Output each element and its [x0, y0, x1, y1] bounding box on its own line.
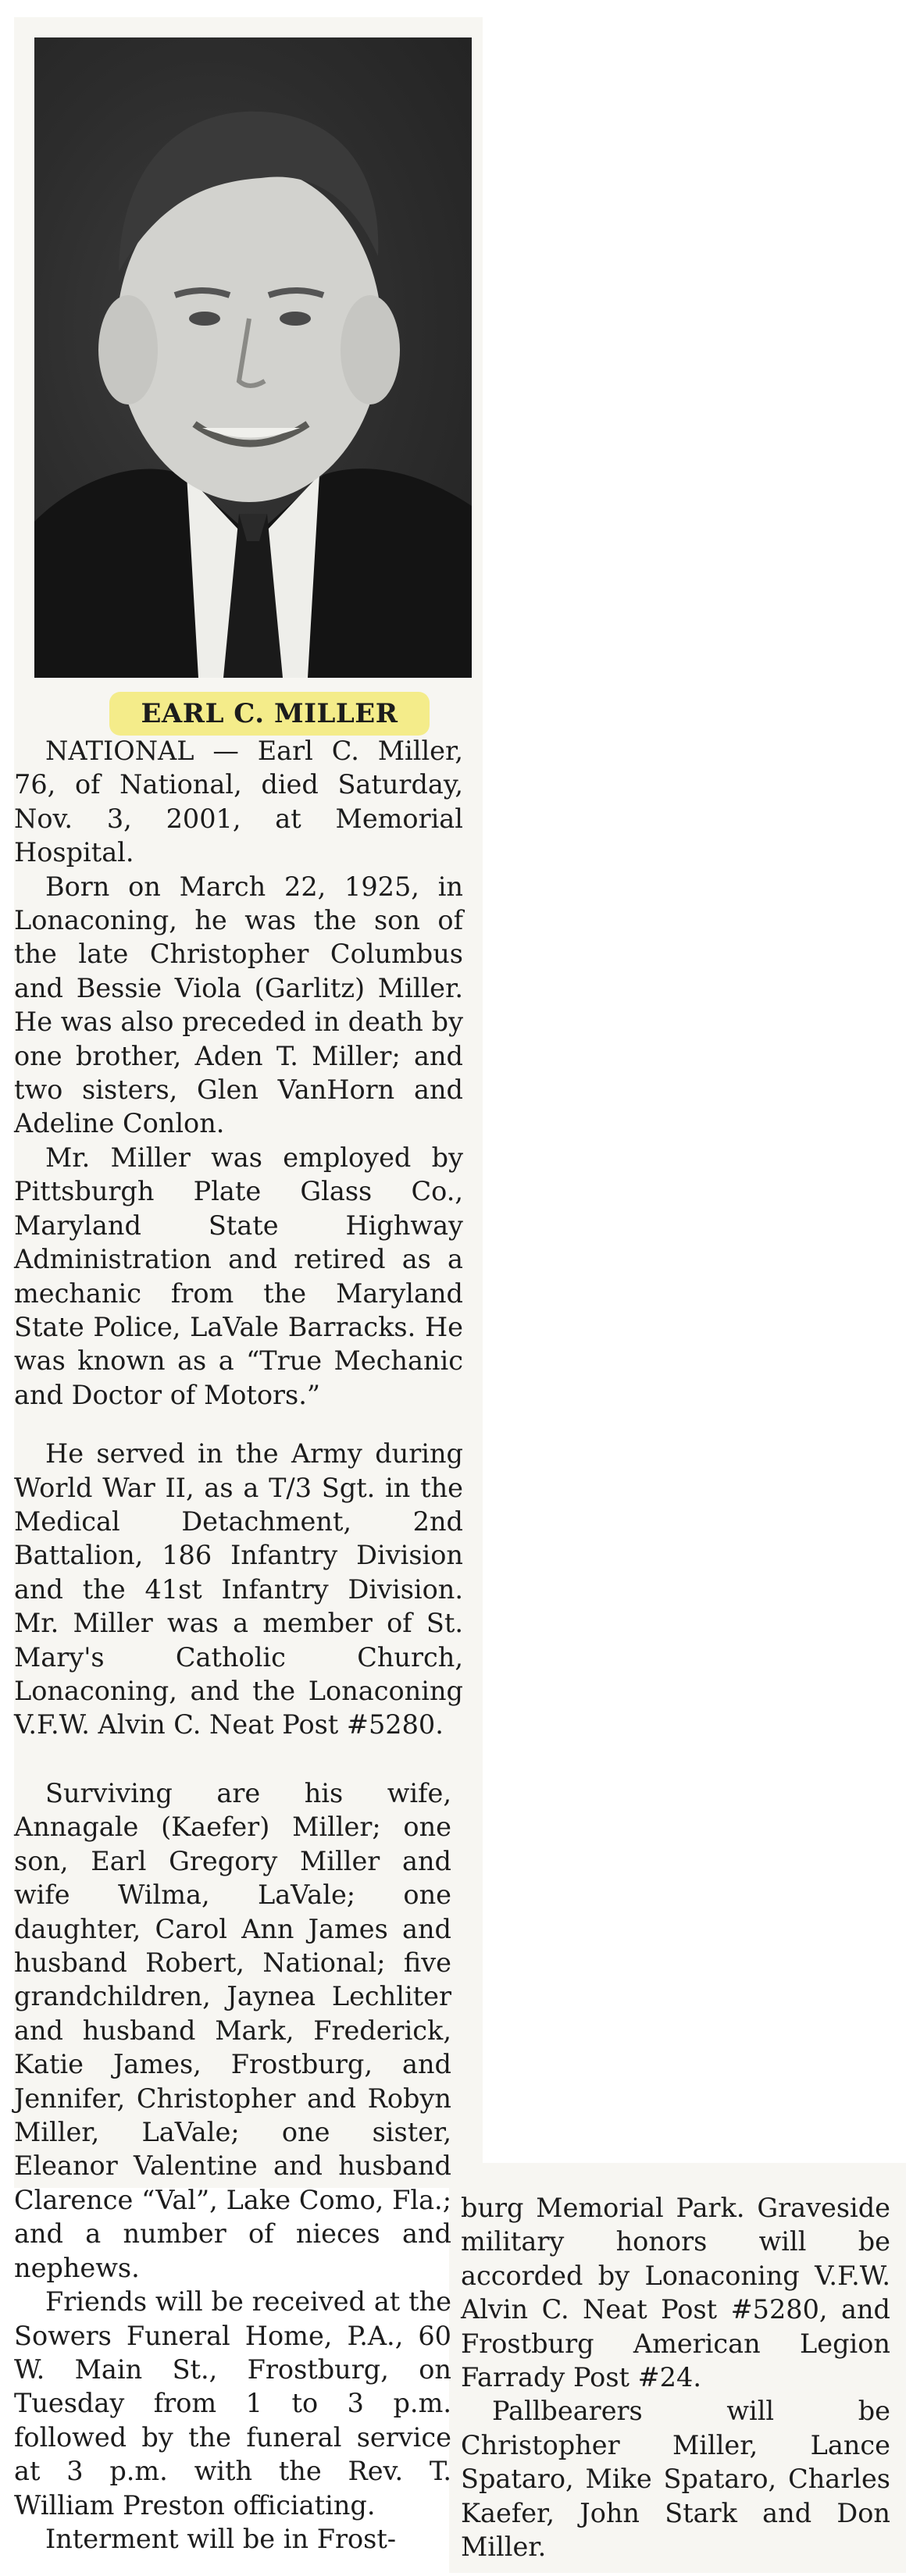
obituary-paragraph-continued: burg Memorial Park. Graveside military honors will be accorded by Lonaconing V.F.W. Alvin C. Neat Post #5280, and Frostburg American Legion Farrady Post #24.	[461, 2193, 890, 2393]
obituary-paragraph: Surviving are his wife, Annagale (Kaefer) Miller; one son, Earl Gregory Miller and wife Wilma, LaVale; one daughter, Carol Ann James and husband Robert, National; five grandchildren, Jaynea Lechliter and husband Mark, Frederick, Katie James, Frostburg, and Jennifer, Christopher and Robyn Miller, LaVale; one sister, Eleanor Valentine and husband Clarence “Val”, Lake Como, Fla.; and a number of nieces and nephews.	[14, 1778, 451, 2283]
obituary-column-upper	[14, 734, 463, 1742]
obituary-paragraph: NATIONAL — Earl C. Miller, 76, of National, died Saturday, Nov. 3, 2001, at Memorial Hospital.	[14, 736, 463, 868]
obituary-paragraph: Friends will be received at the Sowers Funeral Home, P.A., 60 W. Main St., Frostburg, on Tuesday from 1 to 3 p.m. followed by the funeral service at 3 p.m. with the Rev. T. William Preston officiating.	[14, 2286, 451, 2521]
obituary-column-lower	[14, 1776, 451, 2556]
portrait-photo	[34, 37, 472, 678]
obituary-paragraph: Mr. Miller was employed by Pittsburgh Plate Glass Co., Maryland State Highway Administration and retired as a mechanic from the Maryland State Police, LaVale Barracks. He was known as a “True Mechanic and Doctor of Motors.”	[14, 1142, 463, 1410]
obituary-paragraph: Born on March 22, 1925, in Lonaconing, he was the son of the late Christopher Columbus and Bessie Viola (Garlitz) Miller. He was also preceded in death by one brother, Aden T. Miller; and two sisters, Glen VanHorn and Adeline Conlon.	[14, 871, 463, 1139]
obituary-headline: EARL C. MILLER	[109, 692, 430, 736]
obituary-column-right	[461, 2191, 890, 2564]
obituary-paragraph: He served in the Army during World War II, as a T/3 Sgt. in the Medical Detachment, 2nd Battalion, 186 Infantry Division and the 41st Infantry Division. Mr. Miller was a member of St. Mary's Catholic Church, Lonaconing, and the Lonaconing V.F.W. Alvin C. Neat Post #5280.	[14, 1438, 463, 1740]
obituary-paragraph: Interment will be in Frost-	[45, 2523, 397, 2554]
obituary-paragraph: Pallbearers will be Christopher Miller, Lance Spataro, Mike Spataro, Charles Kaefer, John Stark and Don Miller.	[461, 2396, 890, 2563]
